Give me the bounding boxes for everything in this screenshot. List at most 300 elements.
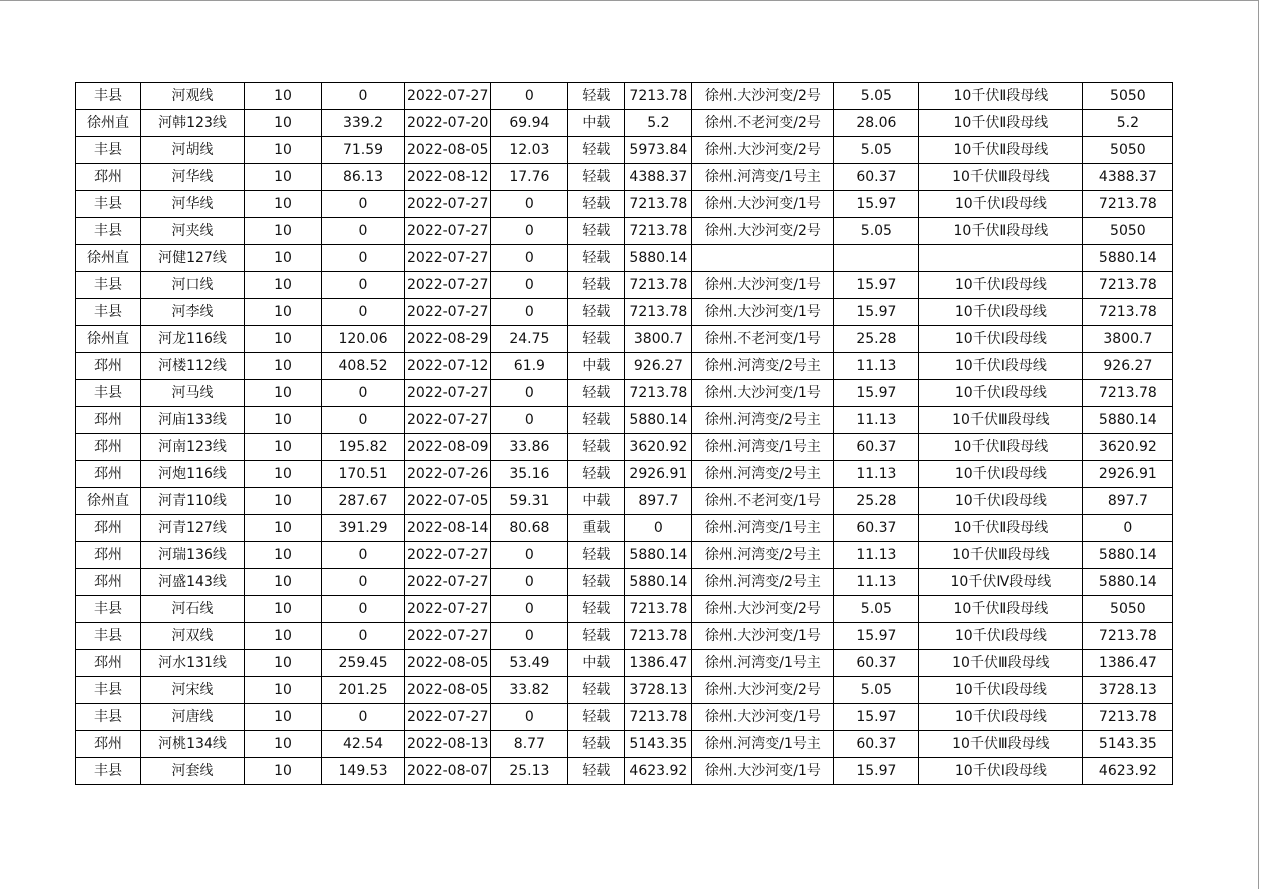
substation-cell: 徐州.河湾变/2号主 [692,353,834,380]
table-row [76,677,1173,704]
capacity-cell: 1386.47 [625,650,692,677]
transformer-load-cell: 5.05 [834,677,919,704]
load-cell: 0 [322,299,405,326]
load-rate-cell: 35.16 [491,461,568,488]
busbar-cell: 10千伏Ⅰ段母线 [919,758,1083,785]
substation-cell: 徐州.河湾变/1号主 [692,650,834,677]
load-status-cell: 轻载 [568,407,625,434]
available-capacity-cell: 5050 [1083,83,1173,110]
substation-cell [692,245,834,272]
county-cell: 丰县 [76,191,141,218]
capacity-cell: 5880.14 [625,245,692,272]
capacity-cell: 5880.14 [625,542,692,569]
substation-cell: 徐州.大沙河变/1号 [692,272,834,299]
busbar-cell: 10千伏Ⅱ段母线 [919,110,1083,137]
load-rate-cell: 8.77 [491,731,568,758]
available-capacity-cell: 7213.78 [1083,380,1173,407]
load-rate-cell: 24.75 [491,326,568,353]
county-cell: 丰县 [76,704,141,731]
transformer-load-cell: 11.13 [834,353,919,380]
data-table [75,82,1173,785]
busbar-cell: 10千伏Ⅰ段母线 [919,704,1083,731]
substation-cell: 徐州.河湾变/1号主 [692,731,834,758]
table-row [76,488,1173,515]
date-cell: 2022-07-05 [405,488,491,515]
substation-cell: 徐州.大沙河变/1号 [692,299,834,326]
line-name-cell: 河宋线 [141,677,245,704]
load-rate-cell: 0 [491,407,568,434]
load-status-cell: 轻载 [568,731,625,758]
line-name-cell: 河龙116线 [141,326,245,353]
substation-cell: 徐州.不老河变/1号 [692,326,834,353]
date-cell: 2022-08-29 [405,326,491,353]
substation-cell: 徐州.大沙河变/1号 [692,623,834,650]
transformer-load-cell: 11.13 [834,569,919,596]
table-row [76,596,1173,623]
busbar-cell: 10千伏Ⅱ段母线 [919,137,1083,164]
capacity-cell: 7213.78 [625,272,692,299]
load-status-cell: 轻载 [568,677,625,704]
line-name-cell: 河观线 [141,83,245,110]
substation-cell: 徐州.大沙河变/2号 [692,677,834,704]
county-cell: 邳州 [76,434,141,461]
substation-cell: 徐州.河湾变/1号主 [692,164,834,191]
load-status-cell: 轻载 [568,83,625,110]
line-name-cell: 河南123线 [141,434,245,461]
load-rate-cell: 25.13 [491,758,568,785]
capacity-cell: 7213.78 [625,704,692,731]
table-row [76,461,1173,488]
transformer-load-cell: 60.37 [834,515,919,542]
table-row [76,569,1173,596]
available-capacity-cell: 926.27 [1083,353,1173,380]
load-cell: 170.51 [322,461,405,488]
busbar-cell: 10千伏Ⅰ段母线 [919,191,1083,218]
capacity-cell: 2926.91 [625,461,692,488]
line-name-cell: 河健127线 [141,245,245,272]
load-cell: 0 [322,542,405,569]
capacity-cell: 7213.78 [625,83,692,110]
transformer-load-cell: 15.97 [834,380,919,407]
transformer-load-cell: 25.28 [834,326,919,353]
load-cell: 0 [322,380,405,407]
voltage-cell: 10 [245,380,322,407]
line-name-cell: 河套线 [141,758,245,785]
line-name-cell: 河华线 [141,191,245,218]
transformer-load-cell: 60.37 [834,731,919,758]
load-status-cell: 轻载 [568,164,625,191]
date-cell: 2022-08-05 [405,677,491,704]
table-row [76,164,1173,191]
date-cell: 2022-08-14 [405,515,491,542]
load-cell: 71.59 [322,137,405,164]
substation-cell: 徐州.河湾变/2号主 [692,461,834,488]
table-row [76,110,1173,137]
available-capacity-cell: 5050 [1083,137,1173,164]
busbar-cell: 10千伏Ⅰ段母线 [919,623,1083,650]
voltage-cell: 10 [245,596,322,623]
voltage-cell: 10 [245,326,322,353]
line-name-cell: 河桃134线 [141,731,245,758]
capacity-cell: 5880.14 [625,569,692,596]
voltage-cell: 10 [245,515,322,542]
busbar-cell: 10千伏Ⅰ段母线 [919,272,1083,299]
available-capacity-cell: 3800.7 [1083,326,1173,353]
voltage-cell: 10 [245,164,322,191]
capacity-cell: 4388.37 [625,164,692,191]
load-rate-cell: 69.94 [491,110,568,137]
capacity-cell: 7213.78 [625,623,692,650]
busbar-cell: 10千伏Ⅲ段母线 [919,542,1083,569]
county-cell: 徐州直 [76,245,141,272]
load-status-cell: 轻载 [568,380,625,407]
load-rate-cell: 12.03 [491,137,568,164]
voltage-cell: 10 [245,704,322,731]
transformer-load-cell: 5.05 [834,596,919,623]
transformer-load-cell: 5.05 [834,83,919,110]
voltage-cell: 10 [245,407,322,434]
table-row [76,191,1173,218]
transformer-load-cell: 11.13 [834,407,919,434]
busbar-cell: 10千伏Ⅱ段母线 [919,83,1083,110]
load-status-cell: 轻载 [568,461,625,488]
load-status-cell: 轻载 [568,542,625,569]
voltage-cell: 10 [245,110,322,137]
substation-cell: 徐州.河湾变/2号主 [692,569,834,596]
line-name-cell: 河马线 [141,380,245,407]
transformer-load-cell: 15.97 [834,299,919,326]
load-cell: 408.52 [322,353,405,380]
voltage-cell: 10 [245,569,322,596]
county-cell: 徐州直 [76,110,141,137]
load-status-cell: 轻载 [568,299,625,326]
load-rate-cell: 0 [491,272,568,299]
voltage-cell: 10 [245,623,322,650]
substation-cell: 徐州.不老河变/2号 [692,110,834,137]
date-cell: 2022-07-27 [405,569,491,596]
load-cell: 0 [322,569,405,596]
load-cell: 339.2 [322,110,405,137]
load-cell: 0 [322,596,405,623]
load-status-cell: 中载 [568,353,625,380]
substation-cell: 徐州.大沙河变/2号 [692,596,834,623]
busbar-cell: 10千伏Ⅱ段母线 [919,218,1083,245]
table-body [76,83,1173,785]
busbar-cell [919,245,1083,272]
table-row [76,704,1173,731]
table-row [76,650,1173,677]
date-cell: 2022-07-27 [405,380,491,407]
table-row [76,137,1173,164]
transformer-load-cell: 15.97 [834,704,919,731]
substation-cell: 徐州.河湾变/2号主 [692,542,834,569]
available-capacity-cell: 897.7 [1083,488,1173,515]
voltage-cell: 10 [245,542,322,569]
load-status-cell: 轻载 [568,245,625,272]
capacity-cell: 5880.14 [625,407,692,434]
date-cell: 2022-07-27 [405,407,491,434]
load-cell: 149.53 [322,758,405,785]
date-cell: 2022-07-27 [405,218,491,245]
load-rate-cell: 61.9 [491,353,568,380]
date-cell: 2022-07-27 [405,272,491,299]
load-rate-cell: 33.82 [491,677,568,704]
load-status-cell: 中载 [568,650,625,677]
load-status-cell: 轻载 [568,191,625,218]
table-row [76,515,1173,542]
substation-cell: 徐州.河湾变/1号主 [692,434,834,461]
county-cell: 丰县 [76,758,141,785]
date-cell: 2022-07-27 [405,191,491,218]
load-cell: 0 [322,218,405,245]
voltage-cell: 10 [245,677,322,704]
county-cell: 邳州 [76,164,141,191]
date-cell: 2022-08-07 [405,758,491,785]
available-capacity-cell: 4388.37 [1083,164,1173,191]
load-rate-cell: 80.68 [491,515,568,542]
voltage-cell: 10 [245,650,322,677]
voltage-cell: 10 [245,299,322,326]
line-name-cell: 河青127线 [141,515,245,542]
busbar-cell: 10千伏Ⅲ段母线 [919,407,1083,434]
date-cell: 2022-07-26 [405,461,491,488]
county-cell: 丰县 [76,299,141,326]
available-capacity-cell: 3620.92 [1083,434,1173,461]
transformer-load-cell: 15.97 [834,272,919,299]
load-rate-cell: 0 [491,299,568,326]
table-row [76,83,1173,110]
table-row [76,353,1173,380]
available-capacity-cell: 3728.13 [1083,677,1173,704]
load-cell: 391.29 [322,515,405,542]
busbar-cell: 10千伏Ⅳ段母线 [919,569,1083,596]
load-cell: 0 [322,623,405,650]
available-capacity-cell: 7213.78 [1083,623,1173,650]
load-rate-cell: 17.76 [491,164,568,191]
county-cell: 丰县 [76,380,141,407]
line-name-cell: 河庙133线 [141,407,245,434]
line-name-cell: 河韩123线 [141,110,245,137]
load-status-cell: 轻载 [568,569,625,596]
capacity-cell: 7213.78 [625,191,692,218]
date-cell: 2022-08-05 [405,137,491,164]
busbar-cell: 10千伏Ⅰ段母线 [919,677,1083,704]
load-rate-cell: 0 [491,83,568,110]
table-row [76,380,1173,407]
substation-cell: 徐州.大沙河变/1号 [692,704,834,731]
busbar-cell: 10千伏Ⅰ段母线 [919,299,1083,326]
county-cell: 徐州直 [76,326,141,353]
busbar-cell: 10千伏Ⅱ段母线 [919,434,1083,461]
load-cell: 201.25 [322,677,405,704]
line-name-cell: 河盛143线 [141,569,245,596]
capacity-cell: 3800.7 [625,326,692,353]
load-cell: 0 [322,83,405,110]
substation-cell: 徐州.大沙河变/2号 [692,137,834,164]
transformer-load-cell: 15.97 [834,758,919,785]
voltage-cell: 10 [245,245,322,272]
date-cell: 2022-07-27 [405,83,491,110]
transformer-load-cell: 60.37 [834,164,919,191]
load-status-cell: 轻载 [568,272,625,299]
voltage-cell: 10 [245,83,322,110]
busbar-cell: 10千伏Ⅰ段母线 [919,326,1083,353]
available-capacity-cell: 5.2 [1083,110,1173,137]
county-cell: 邳州 [76,353,141,380]
load-cell: 0 [322,407,405,434]
available-capacity-cell: 5880.14 [1083,542,1173,569]
available-capacity-cell: 5143.35 [1083,731,1173,758]
table-row [76,272,1173,299]
voltage-cell: 10 [245,461,322,488]
date-cell: 2022-07-12 [405,353,491,380]
available-capacity-cell: 2926.91 [1083,461,1173,488]
transformer-load-cell: 15.97 [834,191,919,218]
date-cell: 2022-07-27 [405,623,491,650]
substation-cell: 徐州.大沙河变/1号 [692,380,834,407]
county-cell: 丰县 [76,83,141,110]
table-row [76,542,1173,569]
load-status-cell: 轻载 [568,758,625,785]
transformer-load-cell: 11.13 [834,461,919,488]
transformer-load-cell: 28.06 [834,110,919,137]
transformer-load-cell: 11.13 [834,542,919,569]
county-cell: 邳州 [76,569,141,596]
capacity-cell: 926.27 [625,353,692,380]
capacity-cell: 0 [625,515,692,542]
load-rate-cell: 0 [491,191,568,218]
substation-cell: 徐州.不老河变/1号 [692,488,834,515]
county-cell: 丰县 [76,623,141,650]
available-capacity-cell: 5880.14 [1083,407,1173,434]
transformer-load-cell: 5.05 [834,218,919,245]
capacity-cell: 7213.78 [625,299,692,326]
load-status-cell: 中载 [568,488,625,515]
transformer-load-cell: 60.37 [834,650,919,677]
date-cell: 2022-07-20 [405,110,491,137]
voltage-cell: 10 [245,353,322,380]
date-cell: 2022-08-12 [405,164,491,191]
voltage-cell: 10 [245,191,322,218]
county-cell: 丰县 [76,272,141,299]
table-row [76,407,1173,434]
table-row [76,434,1173,461]
date-cell: 2022-07-27 [405,299,491,326]
county-cell: 邳州 [76,731,141,758]
date-cell: 2022-08-05 [405,650,491,677]
date-cell: 2022-07-27 [405,596,491,623]
available-capacity-cell: 0 [1083,515,1173,542]
busbar-cell: 10千伏Ⅲ段母线 [919,650,1083,677]
load-rate-cell: 0 [491,380,568,407]
available-capacity-cell: 5880.14 [1083,569,1173,596]
table-row [76,731,1173,758]
line-name-cell: 河炮116线 [141,461,245,488]
capacity-cell: 3620.92 [625,434,692,461]
date-cell: 2022-07-27 [405,542,491,569]
line-name-cell: 河胡线 [141,137,245,164]
load-rate-cell: 0 [491,542,568,569]
busbar-cell: 10千伏Ⅰ段母线 [919,488,1083,515]
county-cell: 徐州直 [76,488,141,515]
line-name-cell: 河唐线 [141,704,245,731]
load-cell: 259.45 [322,650,405,677]
busbar-cell: 10千伏Ⅱ段母线 [919,596,1083,623]
transformer-load-cell: 25.28 [834,488,919,515]
capacity-cell: 7213.78 [625,218,692,245]
voltage-cell: 10 [245,731,322,758]
voltage-cell: 10 [245,272,322,299]
busbar-cell: 10千伏Ⅰ段母线 [919,380,1083,407]
transformer-load-cell: 5.05 [834,137,919,164]
capacity-cell: 3728.13 [625,677,692,704]
load-cell: 0 [322,704,405,731]
county-cell: 邳州 [76,542,141,569]
transformer-load-cell [834,245,919,272]
available-capacity-cell: 5050 [1083,596,1173,623]
voltage-cell: 10 [245,758,322,785]
county-cell: 邳州 [76,407,141,434]
capacity-cell: 7213.78 [625,596,692,623]
line-name-cell: 河李线 [141,299,245,326]
load-cell: 42.54 [322,731,405,758]
voltage-cell: 10 [245,137,322,164]
load-rate-cell: 0 [491,596,568,623]
county-cell: 丰县 [76,596,141,623]
available-capacity-cell: 7213.78 [1083,704,1173,731]
substation-cell: 徐州.河湾变/1号主 [692,515,834,542]
substation-cell: 徐州.大沙河变/2号 [692,83,834,110]
table-row [76,245,1173,272]
line-name-cell: 河瑞136线 [141,542,245,569]
capacity-cell: 4623.92 [625,758,692,785]
substation-cell: 徐州.大沙河变/1号 [692,191,834,218]
line-name-cell: 河石线 [141,596,245,623]
line-name-cell: 河华线 [141,164,245,191]
county-cell: 丰县 [76,218,141,245]
capacity-cell: 5973.84 [625,137,692,164]
available-capacity-cell: 4623.92 [1083,758,1173,785]
load-rate-cell: 33.86 [491,434,568,461]
county-cell: 邳州 [76,515,141,542]
load-cell: 86.13 [322,164,405,191]
line-name-cell: 河青110线 [141,488,245,515]
available-capacity-cell: 1386.47 [1083,650,1173,677]
capacity-cell: 5143.35 [625,731,692,758]
date-cell: 2022-07-27 [405,245,491,272]
line-name-cell: 河楼112线 [141,353,245,380]
busbar-cell: 10千伏Ⅲ段母线 [919,731,1083,758]
line-name-cell: 河夹线 [141,218,245,245]
load-rate-cell: 0 [491,245,568,272]
transformer-load-cell: 15.97 [834,623,919,650]
busbar-cell: 10千伏Ⅲ段母线 [919,164,1083,191]
load-status-cell: 轻载 [568,704,625,731]
busbar-cell: 10千伏Ⅰ段母线 [919,353,1083,380]
line-name-cell: 河双线 [141,623,245,650]
transformer-load-cell: 60.37 [834,434,919,461]
load-status-cell: 轻载 [568,137,625,164]
load-rate-cell: 0 [491,569,568,596]
capacity-cell: 7213.78 [625,380,692,407]
load-rate-cell: 53.49 [491,650,568,677]
busbar-cell: 10千伏Ⅱ段母线 [919,515,1083,542]
available-capacity-cell: 5050 [1083,218,1173,245]
available-capacity-cell: 7213.78 [1083,272,1173,299]
county-cell: 丰县 [76,137,141,164]
table-row [76,758,1173,785]
substation-cell: 徐州.河湾变/2号主 [692,407,834,434]
